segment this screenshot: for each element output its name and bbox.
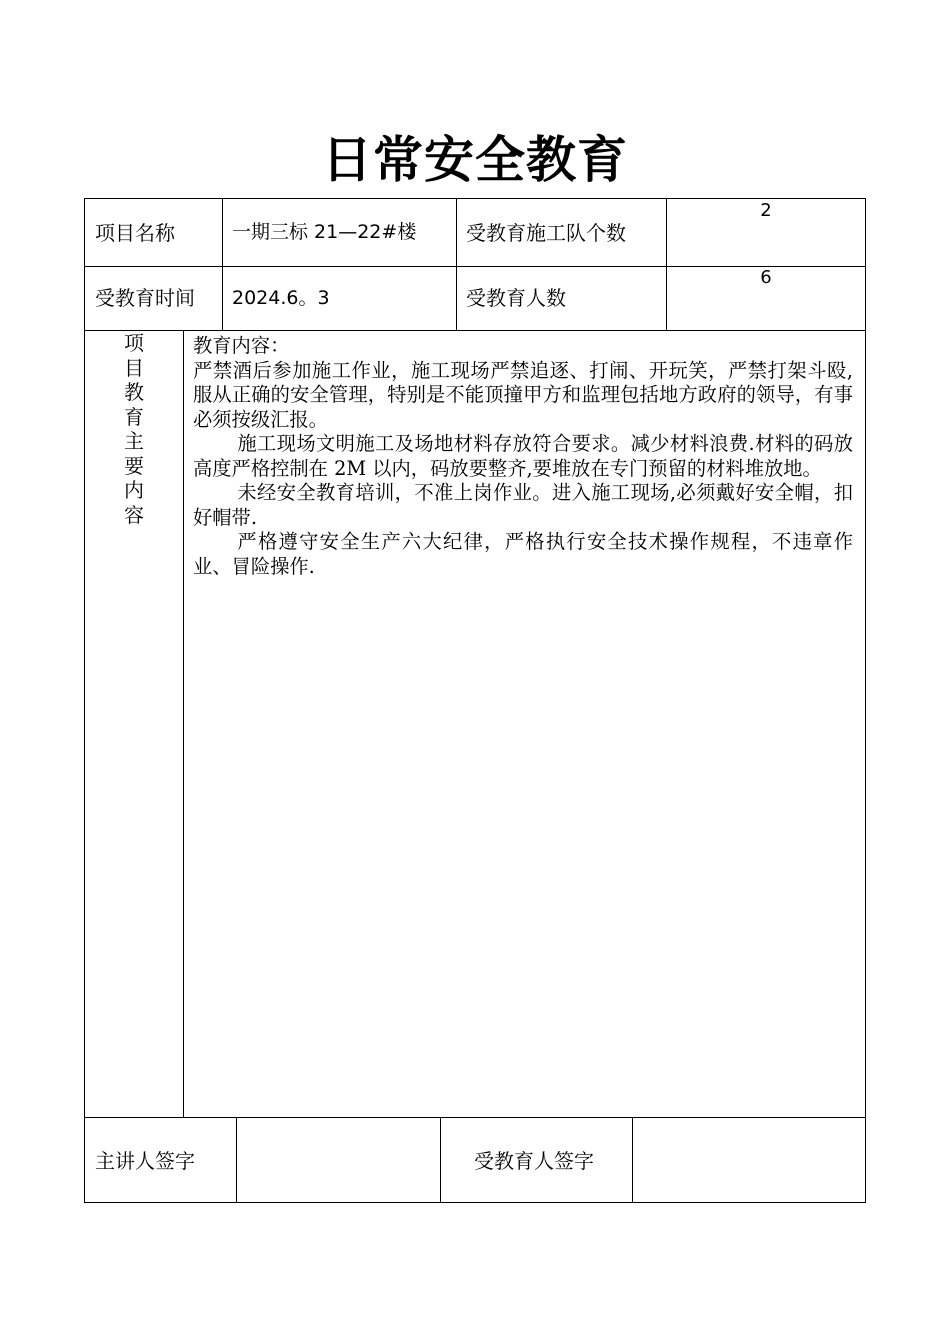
content-heading: 教育内容： bbox=[193, 334, 290, 357]
team-count-label: 受教育施工队个数 bbox=[466, 221, 626, 245]
content-paragraph: 严禁酒后参加施工作业，施工现场严禁追逐、打闹、开玩笑，严禁打架斗殴,服从正确的安全管理，特别是不能顶撞甲方和监理包括地方政府的领导，有事必须按级汇报。 bbox=[193, 358, 853, 431]
content-paragraph: 严格遵守安全生产六大纪律，严格执行安全技术操作规程，不违章作业、冒险操作. bbox=[193, 530, 853, 578]
side-label-char: 育 bbox=[124, 404, 144, 429]
lecturer-signature-field bbox=[237, 1118, 440, 1202]
col-divider-a bbox=[222, 198, 223, 331]
lecturer-signature-label: 主讲人签字 bbox=[95, 1149, 195, 1173]
side-label-char: 主 bbox=[124, 429, 144, 453]
side-label-char: 要 bbox=[124, 453, 144, 478]
content-paragraph: 未经安全教育培训，不准上岗作业。进入施工现场,必须戴好安全帽，扣好帽带. bbox=[193, 481, 853, 529]
trainee-signature-field bbox=[633, 1118, 865, 1202]
side-label-char: 容 bbox=[124, 502, 144, 527]
project-name-label: 项目名称 bbox=[95, 221, 175, 245]
trainee-signature-label: 受教育人签字 bbox=[474, 1149, 594, 1173]
people-count-label: 受教育人数 bbox=[466, 286, 566, 310]
row-divider-2 bbox=[84, 330, 866, 331]
side-label-char: 内 bbox=[124, 478, 144, 502]
col-divider-b bbox=[456, 198, 457, 331]
education-content bbox=[193, 334, 853, 579]
training-time-label: 受教育时间 bbox=[95, 286, 195, 310]
content-paragraph: 施工现场文明施工及场地材料存放符合要求。减少材料浪费.材料的码放高度严格控制在 2M 以内，码放要整齐,要堆放在专门预留的材料堆放地。 bbox=[193, 432, 853, 480]
project-name-value: 一期三标 21—22#楼 bbox=[232, 221, 417, 243]
side-label-char: 目 bbox=[124, 355, 144, 380]
col-divider-sig-b bbox=[440, 1117, 441, 1203]
side-label-char: 教 bbox=[124, 380, 144, 404]
content-side-label bbox=[85, 331, 183, 527]
training-time-value: 2024.6。3 bbox=[232, 287, 330, 309]
col-divider-content bbox=[183, 330, 184, 1118]
people-count-value: 6 bbox=[760, 267, 772, 288]
team-count-value: 2 bbox=[760, 200, 772, 221]
page-title: 日常安全教育 bbox=[322, 131, 628, 189]
side-label-char: 项 bbox=[124, 331, 144, 355]
